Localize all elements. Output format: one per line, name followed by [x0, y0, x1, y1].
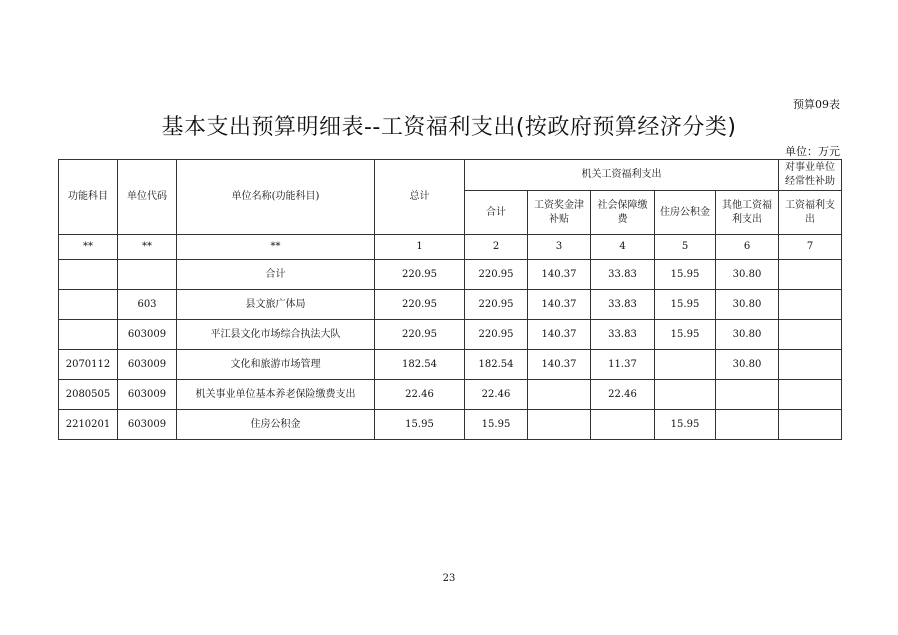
table-row [59, 290, 842, 320]
func-code-cell [59, 260, 118, 290]
header-unit-name: 单位名称(功能科目) [177, 160, 375, 235]
sum-cell: 220.95 [465, 320, 528, 350]
housing-cell: 15.95 [655, 290, 716, 320]
sum-cell: 220.95 [465, 290, 528, 320]
page-number: 23 [442, 573, 456, 584]
unit-name-cell: 合计 [177, 260, 375, 290]
other-cell [716, 380, 779, 410]
header-subsidy-group: 对事业单位经常性补助 [779, 160, 842, 191]
salary-cell: 140.37 [528, 290, 591, 320]
social-cell: 33.83 [591, 320, 655, 350]
unit-label: 单位：万元 [785, 145, 840, 158]
header-other: 其他工资福利支出 [716, 191, 779, 235]
housing-cell: 15.95 [655, 320, 716, 350]
subsidy-cell [779, 380, 842, 410]
table-row [59, 320, 842, 350]
header-housing: 住房公积金 [655, 191, 716, 235]
page-title: 基本支出预算明细表--工资福利支出(按政府预算经济分类) [161, 115, 737, 140]
total-cell: 15.95 [375, 410, 465, 440]
subsidy-cell [779, 350, 842, 380]
index-row [59, 235, 842, 260]
table-number-tag: 预算09表 [793, 98, 840, 111]
header-sum: 合计 [465, 191, 528, 235]
table-row [59, 410, 842, 440]
table-row [59, 380, 842, 410]
func-code-cell [59, 320, 118, 350]
budget-table [58, 159, 842, 440]
social-cell: 33.83 [591, 290, 655, 320]
total-cell: 182.54 [375, 350, 465, 380]
unit-name-cell: 机关事业单位基本养老保险缴费支出 [177, 380, 375, 410]
housing-cell [655, 380, 716, 410]
other-cell: 30.80 [716, 260, 779, 290]
index-cell: ** [59, 235, 118, 260]
unit-name-cell: 县文旅广体局 [177, 290, 375, 320]
total-cell: 220.95 [375, 260, 465, 290]
header-org-group: 机关工资福利支出 [465, 160, 779, 191]
social-cell: 11.37 [591, 350, 655, 380]
sum-cell: 182.54 [465, 350, 528, 380]
table-row [59, 260, 842, 290]
housing-cell [655, 350, 716, 380]
func-code-cell: 2080505 [59, 380, 118, 410]
total-cell: 220.95 [375, 320, 465, 350]
unit-code-cell: 603009 [118, 410, 177, 440]
unit-name-cell: 平江县文化市场综合执法大队 [177, 320, 375, 350]
other-cell: 30.80 [716, 320, 779, 350]
salary-cell: 140.37 [528, 350, 591, 380]
index-cell: 4 [591, 235, 655, 260]
table-row [59, 350, 842, 380]
social-cell: 33.83 [591, 260, 655, 290]
index-cell: ** [118, 235, 177, 260]
total-cell: 220.95 [375, 290, 465, 320]
social-cell [591, 410, 655, 440]
total-cell: 22.46 [375, 380, 465, 410]
other-cell [716, 410, 779, 440]
subsidy-cell [779, 320, 842, 350]
social-cell: 22.46 [591, 380, 655, 410]
unit-code-cell: 603009 [118, 380, 177, 410]
other-cell: 30.80 [716, 290, 779, 320]
index-cell: 6 [716, 235, 779, 260]
subsidy-cell [779, 290, 842, 320]
func-code-cell [59, 290, 118, 320]
header-social: 社会保障缴费 [591, 191, 655, 235]
sum-cell: 22.46 [465, 380, 528, 410]
func-code-cell: 2070112 [59, 350, 118, 380]
unit-name-cell: 住房公积金 [177, 410, 375, 440]
housing-cell: 15.95 [655, 410, 716, 440]
unit-code-cell: 603009 [118, 320, 177, 350]
salary-cell [528, 410, 591, 440]
header-subsidy-salary: 工资福利支出 [779, 191, 842, 235]
housing-cell: 15.95 [655, 260, 716, 290]
header-func-code: 功能科目 [59, 160, 118, 235]
index-cell: 5 [655, 235, 716, 260]
header-total: 总计 [375, 160, 465, 235]
index-cell: ** [177, 235, 375, 260]
other-cell: 30.80 [716, 350, 779, 380]
index-cell: 7 [779, 235, 842, 260]
subsidy-cell [779, 410, 842, 440]
index-cell: 3 [528, 235, 591, 260]
sum-cell: 220.95 [465, 260, 528, 290]
subsidy-cell [779, 260, 842, 290]
salary-cell: 140.37 [528, 320, 591, 350]
unit-code-cell [118, 260, 177, 290]
index-cell: 1 [375, 235, 465, 260]
unit-code-cell: 603 [118, 290, 177, 320]
sum-cell: 15.95 [465, 410, 528, 440]
header-unit-code: 单位代码 [118, 160, 177, 235]
header-salary: 工资奖金津补贴 [528, 191, 591, 235]
salary-cell [528, 380, 591, 410]
index-cell: 2 [465, 235, 528, 260]
salary-cell: 140.37 [528, 260, 591, 290]
unit-name-cell: 文化和旅游市场管理 [177, 350, 375, 380]
unit-code-cell: 603009 [118, 350, 177, 380]
func-code-cell: 2210201 [59, 410, 118, 440]
